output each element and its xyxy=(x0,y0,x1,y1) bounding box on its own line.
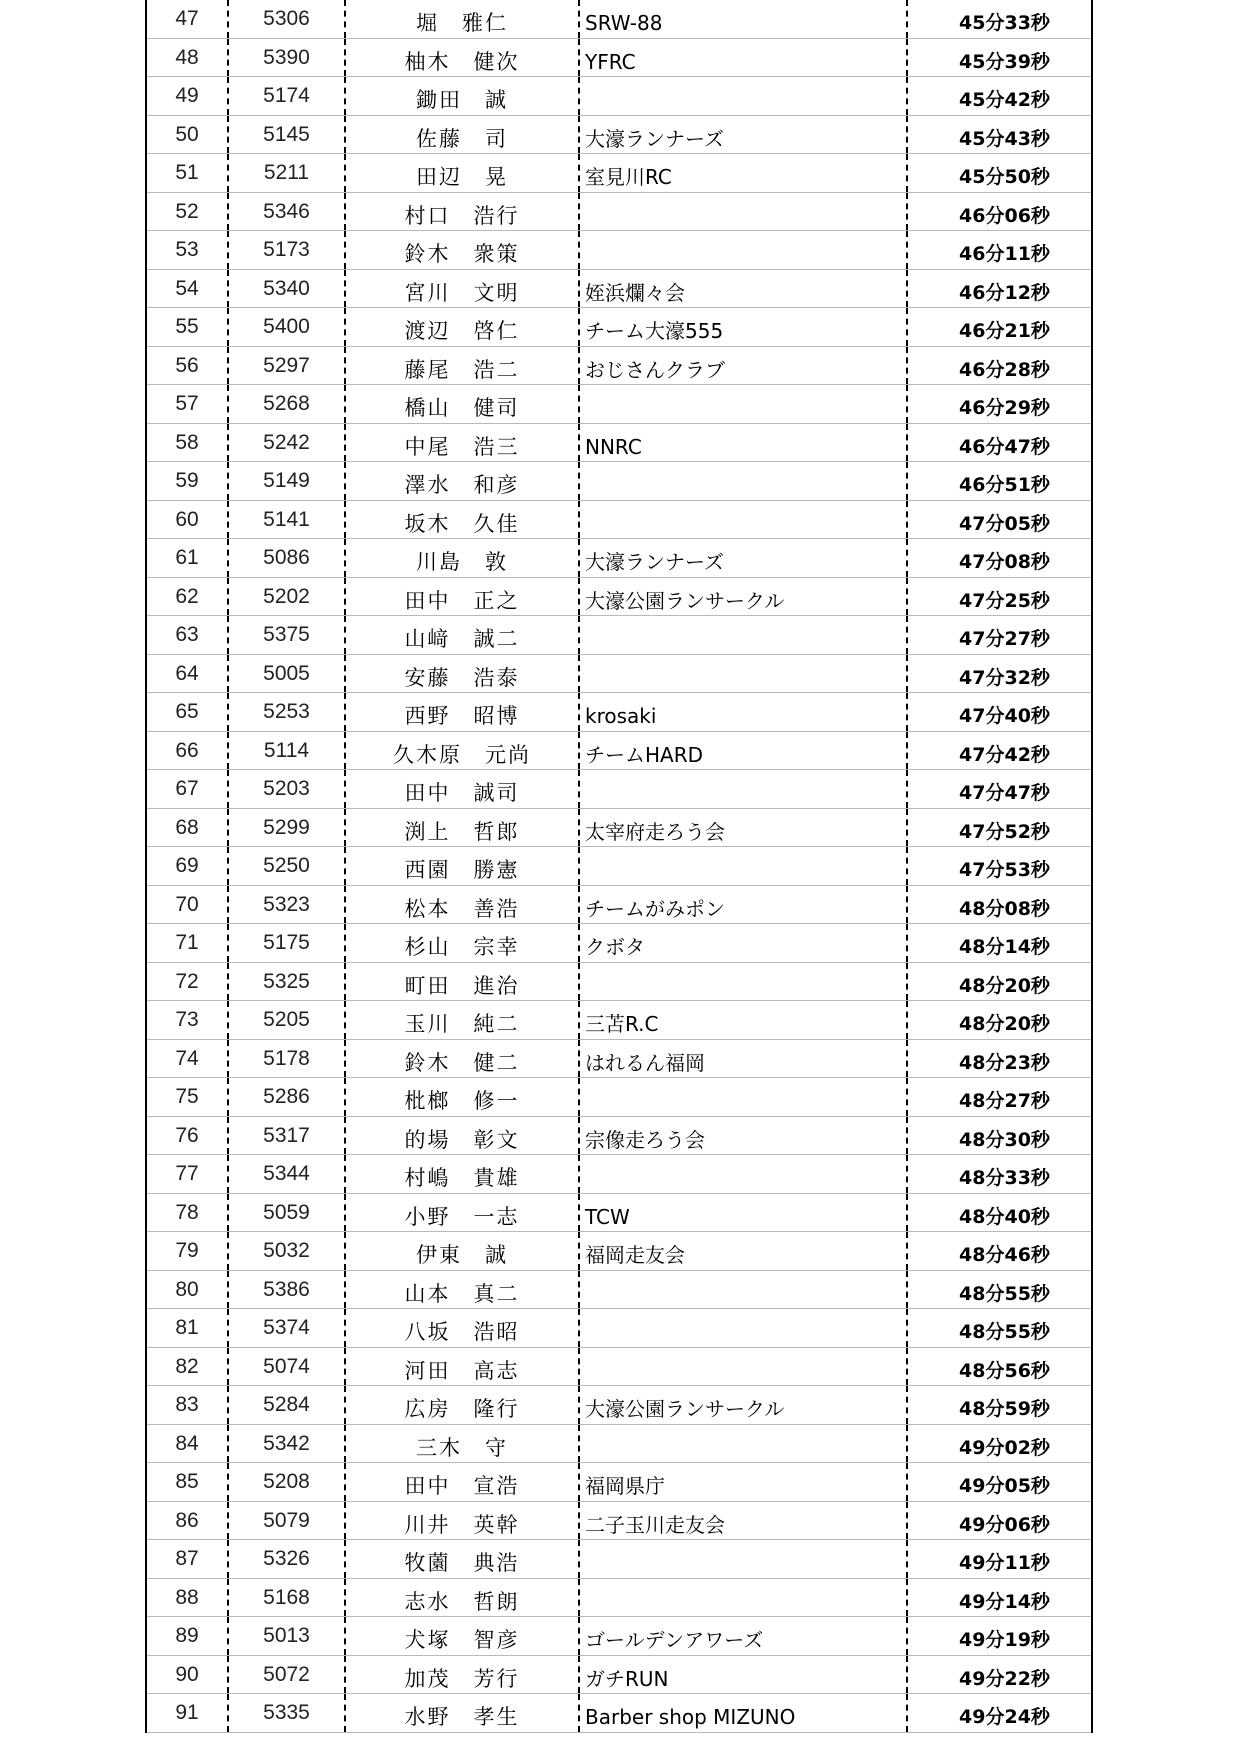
rank-cell: 52 xyxy=(147,193,229,231)
rank-cell: 89 xyxy=(147,1617,229,1655)
bib-number-cell: 5342 xyxy=(229,1425,346,1463)
bib-number-cell: 5375 xyxy=(229,616,346,654)
rank-cell: 79 xyxy=(147,1232,229,1270)
finish-time-cell: 45分39秒 xyxy=(959,50,1050,73)
finish-time-cell: 46分28秒 xyxy=(959,358,1050,381)
club-name-cell xyxy=(580,1271,908,1309)
bib-number-cell: 5325 xyxy=(229,963,346,1001)
bib-number-cell: 5211 xyxy=(229,154,346,192)
finish-time-cell: 45分33秒 xyxy=(959,12,1050,34)
table-row xyxy=(147,39,1091,78)
table-row xyxy=(147,231,1091,270)
bib-number-cell: 5268 xyxy=(229,385,346,423)
finish-time-cell: 47分47秒 xyxy=(959,782,1050,804)
club-name-cell: おじさんクラブ xyxy=(580,347,908,385)
runner-name-cell: 澤水 和彦 xyxy=(346,462,580,500)
rank-cell: 50 xyxy=(147,116,229,154)
club-name-cell: Barber shop MIZUNO xyxy=(580,1694,908,1732)
rank-cell: 78 xyxy=(147,1194,229,1232)
finish-time-cell: 49分11秒 xyxy=(959,1552,1050,1574)
club-name-cell: 福岡走友会 xyxy=(580,1232,908,1270)
bib-number-cell: 5086 xyxy=(229,539,346,577)
finish-time-cell: 49分24秒 xyxy=(959,1706,1050,1728)
runner-name-cell: 山本 真二 xyxy=(346,1271,580,1309)
runner-name-cell: 柚木 健次 xyxy=(346,39,580,77)
club-name-cell: 大濠ランナーズ xyxy=(580,539,908,577)
table-row xyxy=(147,1656,1091,1695)
finish-time-cell: 48分14秒 xyxy=(959,936,1050,958)
runner-name-cell: 町田 進治 xyxy=(346,963,580,1001)
finish-time-cell: 48分59秒 xyxy=(959,1398,1050,1420)
runner-name-cell: 三木 守 xyxy=(346,1425,580,1463)
finish-time-cell: 48分55秒 xyxy=(959,1282,1050,1305)
club-name-cell xyxy=(580,77,908,115)
runner-name-cell: 水野 孝生 xyxy=(346,1694,580,1732)
bib-number-cell: 5175 xyxy=(229,924,346,962)
club-name-cell: 大濠公園ランサークル xyxy=(580,578,908,616)
table-row xyxy=(147,1348,1091,1387)
table-row xyxy=(147,116,1091,155)
runner-name-cell: 田中 宣浩 xyxy=(346,1463,580,1501)
rank-cell: 64 xyxy=(147,655,229,693)
table-row xyxy=(147,1001,1091,1040)
table-row xyxy=(147,154,1091,193)
rank-cell: 81 xyxy=(147,1309,229,1347)
rank-cell: 82 xyxy=(147,1348,229,1386)
runner-name-cell: 加茂 芳行 xyxy=(346,1656,580,1694)
runner-name-cell: 伊東 誠 xyxy=(346,1232,580,1270)
table-row xyxy=(147,0,1091,39)
table-row xyxy=(147,1502,1091,1541)
table-row xyxy=(147,1040,1091,1079)
runner-name-cell: 田中 誠司 xyxy=(346,770,580,808)
rank-cell: 49 xyxy=(147,77,229,115)
runner-name-cell: 杉山 宗幸 xyxy=(346,924,580,962)
bib-number-cell: 5178 xyxy=(229,1040,346,1078)
rank-cell: 48 xyxy=(147,39,229,77)
bib-number-cell: 5114 xyxy=(229,732,346,770)
finish-time-cell: 49分06秒 xyxy=(959,1513,1050,1536)
rank-cell: 47 xyxy=(147,0,229,38)
table-row xyxy=(147,77,1091,116)
bib-number-cell: 5174 xyxy=(229,77,346,115)
runner-name-cell: 橋山 健司 xyxy=(346,385,580,423)
rank-cell: 62 xyxy=(147,578,229,616)
bib-number-cell: 5149 xyxy=(229,462,346,500)
table-row xyxy=(147,1194,1091,1233)
rank-cell: 65 xyxy=(147,693,229,731)
club-name-cell xyxy=(580,770,908,808)
finish-time-cell: 48分23秒 xyxy=(959,1051,1050,1074)
table-row xyxy=(147,539,1091,578)
rank-cell: 57 xyxy=(147,385,229,423)
table-row xyxy=(147,693,1091,732)
bib-number-cell: 5250 xyxy=(229,847,346,885)
bib-number-cell: 5141 xyxy=(229,501,346,539)
table-row xyxy=(147,809,1091,848)
finish-time-cell: 49分02秒 xyxy=(959,1436,1050,1459)
rank-cell: 83 xyxy=(147,1386,229,1424)
bib-number-cell: 5386 xyxy=(229,1271,346,1309)
table-row xyxy=(147,1386,1091,1425)
club-name-cell: krosaki xyxy=(580,693,908,731)
finish-time-cell: 45分43秒 xyxy=(959,127,1050,150)
runner-name-cell: 志水 哲朗 xyxy=(346,1579,580,1617)
club-name-cell: チームがみポン xyxy=(580,886,908,924)
rank-cell: 59 xyxy=(147,462,229,500)
runner-name-cell: 藤尾 浩二 xyxy=(346,347,580,385)
rank-cell: 73 xyxy=(147,1001,229,1039)
bib-number-cell: 5032 xyxy=(229,1232,346,1270)
bib-number-cell: 5208 xyxy=(229,1463,346,1501)
bib-number-cell: 5335 xyxy=(229,1694,346,1732)
bib-number-cell: 5400 xyxy=(229,308,346,346)
club-name-cell: 三苫R.C xyxy=(580,1001,908,1039)
finish-time-cell: 46分29秒 xyxy=(959,397,1050,419)
rank-cell: 66 xyxy=(147,732,229,770)
bib-number-cell: 5242 xyxy=(229,424,346,462)
finish-time-cell: 48分08秒 xyxy=(959,897,1050,920)
runner-name-cell: 山﨑 誠二 xyxy=(346,616,580,654)
bib-number-cell: 5202 xyxy=(229,578,346,616)
bib-number-cell: 5323 xyxy=(229,886,346,924)
runner-name-cell: 西園 勝憲 xyxy=(346,847,580,885)
finish-time-cell: 47分40秒 xyxy=(959,705,1050,727)
finish-time-cell: 49分22秒 xyxy=(959,1667,1050,1690)
rank-cell: 56 xyxy=(147,347,229,385)
finish-time-cell: 48分40秒 xyxy=(959,1205,1050,1228)
rank-cell: 80 xyxy=(147,1271,229,1309)
finish-time-cell: 47分32秒 xyxy=(959,666,1050,689)
runner-name-cell: 小野 一志 xyxy=(346,1194,580,1232)
runner-name-cell: 川井 英幹 xyxy=(346,1502,580,1540)
rank-cell: 54 xyxy=(147,270,229,308)
finish-time-cell: 48分56秒 xyxy=(959,1359,1050,1382)
table-row xyxy=(147,1309,1091,1348)
finish-time-cell: 49分05秒 xyxy=(959,1475,1050,1497)
club-name-cell: 姪浜爛々会 xyxy=(580,270,908,308)
club-name-cell: SRW-88 xyxy=(580,0,908,38)
club-name-cell xyxy=(580,1425,908,1463)
club-name-cell xyxy=(580,1540,908,1578)
club-name-cell xyxy=(580,1348,908,1386)
rank-cell: 55 xyxy=(147,308,229,346)
table-row xyxy=(147,770,1091,809)
rank-cell: 61 xyxy=(147,539,229,577)
table-row xyxy=(147,1540,1091,1579)
rank-cell: 63 xyxy=(147,616,229,654)
bib-number-cell: 5013 xyxy=(229,1617,346,1655)
club-name-cell: はれるん福岡 xyxy=(580,1040,908,1078)
bib-number-cell: 5306 xyxy=(229,0,346,38)
bib-number-cell: 5346 xyxy=(229,193,346,231)
bib-number-cell: 5284 xyxy=(229,1386,346,1424)
finish-time-cell: 48分46秒 xyxy=(959,1244,1050,1266)
rank-cell: 53 xyxy=(147,231,229,269)
club-name-cell xyxy=(580,1309,908,1347)
runner-name-cell: 八坂 浩昭 xyxy=(346,1309,580,1347)
bib-number-cell: 5317 xyxy=(229,1117,346,1155)
rank-cell: 77 xyxy=(147,1155,229,1193)
table-row xyxy=(147,1694,1091,1733)
club-name-cell: チーム大濠555 xyxy=(580,308,908,346)
bib-number-cell: 5299 xyxy=(229,809,346,847)
table-row xyxy=(147,1155,1091,1194)
table-row xyxy=(147,1078,1091,1117)
runner-name-cell: 牧薗 典浩 xyxy=(346,1540,580,1578)
bib-number-cell: 5005 xyxy=(229,655,346,693)
runner-name-cell: 鋤田 誠 xyxy=(346,77,580,115)
bib-number-cell: 5145 xyxy=(229,116,346,154)
club-name-cell xyxy=(580,963,908,1001)
finish-time-cell: 47分05秒 xyxy=(959,512,1050,535)
runner-name-cell: 松本 善浩 xyxy=(346,886,580,924)
club-name-cell xyxy=(580,1155,908,1193)
finish-time-cell: 45分50秒 xyxy=(959,166,1050,188)
finish-time-cell: 46分11秒 xyxy=(959,243,1050,265)
runner-name-cell: 鈴木 健二 xyxy=(346,1040,580,1078)
club-name-cell xyxy=(580,1579,908,1617)
rank-cell: 76 xyxy=(147,1117,229,1155)
table-row xyxy=(147,1463,1091,1502)
finish-time-cell: 48分20秒 xyxy=(959,974,1050,997)
bib-number-cell: 5079 xyxy=(229,1502,346,1540)
finish-time-cell: 49分14秒 xyxy=(959,1590,1050,1613)
table-row xyxy=(147,924,1091,963)
bib-number-cell: 5203 xyxy=(229,770,346,808)
club-name-cell: 太宰府走ろう会 xyxy=(580,809,908,847)
bib-number-cell: 5374 xyxy=(229,1309,346,1347)
rank-cell: 60 xyxy=(147,501,229,539)
runner-name-cell: 田中 正之 xyxy=(346,578,580,616)
club-name-cell xyxy=(580,616,908,654)
runner-name-cell: 西野 昭博 xyxy=(346,693,580,731)
rank-cell: 85 xyxy=(147,1463,229,1501)
table-row xyxy=(147,347,1091,386)
table-row xyxy=(147,963,1091,1002)
table-row xyxy=(147,193,1091,232)
bib-number-cell: 5074 xyxy=(229,1348,346,1386)
finish-time-cell: 46分12秒 xyxy=(959,281,1050,304)
club-name-cell: NNRC xyxy=(580,424,908,462)
table-row xyxy=(147,1617,1091,1656)
club-name-cell xyxy=(580,1078,908,1116)
bib-number-cell: 5253 xyxy=(229,693,346,731)
results-table xyxy=(145,0,1093,1733)
runner-name-cell: 渕上 哲郎 xyxy=(346,809,580,847)
finish-time-cell: 49分19秒 xyxy=(959,1629,1050,1651)
rank-cell: 86 xyxy=(147,1502,229,1540)
bib-number-cell: 5297 xyxy=(229,347,346,385)
club-name-cell: チームHARD xyxy=(580,732,908,770)
runner-name-cell: 犬塚 智彦 xyxy=(346,1617,580,1655)
table-row xyxy=(147,655,1091,694)
finish-time-cell: 47分42秒 xyxy=(959,743,1050,766)
bib-number-cell: 5173 xyxy=(229,231,346,269)
finish-time-cell: 48分30秒 xyxy=(959,1128,1050,1151)
table-row xyxy=(147,578,1091,617)
rank-cell: 90 xyxy=(147,1656,229,1694)
table-row xyxy=(147,462,1091,501)
runner-name-cell: 鈴木 衆策 xyxy=(346,231,580,269)
runner-name-cell: 玉川 純二 xyxy=(346,1001,580,1039)
finish-time-cell: 47分53秒 xyxy=(959,859,1050,881)
club-name-cell xyxy=(580,501,908,539)
rank-cell: 88 xyxy=(147,1579,229,1617)
finish-time-cell: 48分33秒 xyxy=(959,1167,1050,1189)
table-row xyxy=(147,501,1091,540)
bib-number-cell: 5340 xyxy=(229,270,346,308)
runner-name-cell: 村嶋 貴雄 xyxy=(346,1155,580,1193)
runner-name-cell: 広房 隆行 xyxy=(346,1386,580,1424)
table-row xyxy=(147,1117,1091,1156)
rank-cell: 70 xyxy=(147,886,229,924)
club-name-cell xyxy=(580,193,908,231)
club-name-cell xyxy=(580,385,908,423)
bib-number-cell: 5072 xyxy=(229,1656,346,1694)
runner-name-cell: 中尾 浩三 xyxy=(346,424,580,462)
club-name-cell: 二子玉川走友会 xyxy=(580,1502,908,1540)
rank-cell: 51 xyxy=(147,154,229,192)
club-name-cell: ゴールデンアワーズ xyxy=(580,1617,908,1655)
bib-number-cell: 5286 xyxy=(229,1078,346,1116)
bib-number-cell: 5390 xyxy=(229,39,346,77)
rank-cell: 68 xyxy=(147,809,229,847)
runner-name-cell: 久木原 元尚 xyxy=(346,732,580,770)
bib-number-cell: 5344 xyxy=(229,1155,346,1193)
runner-name-cell: 渡辺 啓仁 xyxy=(346,308,580,346)
bib-number-cell: 5326 xyxy=(229,1540,346,1578)
club-name-cell: TCW xyxy=(580,1194,908,1232)
rank-cell: 71 xyxy=(147,924,229,962)
rank-cell: 58 xyxy=(147,424,229,462)
finish-time-cell: 48分27秒 xyxy=(959,1090,1050,1112)
table-row xyxy=(147,1232,1091,1271)
rank-cell: 91 xyxy=(147,1694,229,1732)
table-row xyxy=(147,424,1091,463)
finish-time-cell: 46分47秒 xyxy=(959,435,1050,458)
rank-cell: 84 xyxy=(147,1425,229,1463)
rank-cell: 74 xyxy=(147,1040,229,1078)
runner-name-cell: 的場 彰文 xyxy=(346,1117,580,1155)
table-row xyxy=(147,1271,1091,1310)
club-name-cell xyxy=(580,847,908,885)
runner-name-cell: 佐藤 司 xyxy=(346,116,580,154)
runner-name-cell: 河田 高志 xyxy=(346,1348,580,1386)
runner-name-cell: 坂木 久佳 xyxy=(346,501,580,539)
bib-number-cell: 5205 xyxy=(229,1001,346,1039)
club-name-cell: 福岡県庁 xyxy=(580,1463,908,1501)
club-name-cell: YFRC xyxy=(580,39,908,77)
rank-cell: 75 xyxy=(147,1078,229,1116)
finish-time-cell: 45分42秒 xyxy=(959,89,1050,111)
bib-number-cell: 5059 xyxy=(229,1194,346,1232)
club-name-cell: クボタ xyxy=(580,924,908,962)
rank-cell: 67 xyxy=(147,770,229,808)
finish-time-cell: 48分20秒 xyxy=(959,1013,1050,1035)
club-name-cell: ガチRUN xyxy=(580,1656,908,1694)
runner-name-cell: 安藤 浩泰 xyxy=(346,655,580,693)
club-name-cell xyxy=(580,655,908,693)
table-row xyxy=(147,847,1091,886)
table-row xyxy=(147,1425,1091,1464)
runner-name-cell: 川島 敦 xyxy=(346,539,580,577)
table-row xyxy=(147,308,1091,347)
rank-cell: 72 xyxy=(147,963,229,1001)
rank-cell: 87 xyxy=(147,1540,229,1578)
table-row xyxy=(147,732,1091,771)
finish-time-cell: 46分06秒 xyxy=(959,204,1050,227)
table-row xyxy=(147,385,1091,424)
runner-name-cell: 宮川 文明 xyxy=(346,270,580,308)
club-name-cell: 室見川RC xyxy=(580,154,908,192)
club-name-cell xyxy=(580,462,908,500)
runner-name-cell: 田辺 晃 xyxy=(346,154,580,192)
club-name-cell: 大濠公園ランサークル xyxy=(580,1386,908,1424)
bib-number-cell: 5168 xyxy=(229,1579,346,1617)
table-row xyxy=(147,270,1091,309)
finish-time-cell: 47分25秒 xyxy=(959,589,1050,612)
finish-time-cell: 48分55秒 xyxy=(959,1321,1050,1343)
runner-name-cell: 堀 雅仁 xyxy=(346,0,580,38)
table-row xyxy=(147,886,1091,925)
finish-time-cell: 46分51秒 xyxy=(959,474,1050,496)
runner-name-cell: 村口 浩行 xyxy=(346,193,580,231)
finish-time-cell: 47分27秒 xyxy=(959,628,1050,650)
club-name-cell xyxy=(580,231,908,269)
table-row xyxy=(147,1579,1091,1618)
runner-name-cell: 枇榔 修一 xyxy=(346,1078,580,1116)
finish-time-cell: 47分52秒 xyxy=(959,820,1050,843)
rank-cell: 69 xyxy=(147,847,229,885)
finish-time-cell: 47分08秒 xyxy=(959,551,1050,573)
table-row xyxy=(147,616,1091,655)
club-name-cell: 大濠ランナーズ xyxy=(580,116,908,154)
finish-time-cell: 46分21秒 xyxy=(959,320,1050,342)
club-name-cell: 宗像走ろう会 xyxy=(580,1117,908,1155)
